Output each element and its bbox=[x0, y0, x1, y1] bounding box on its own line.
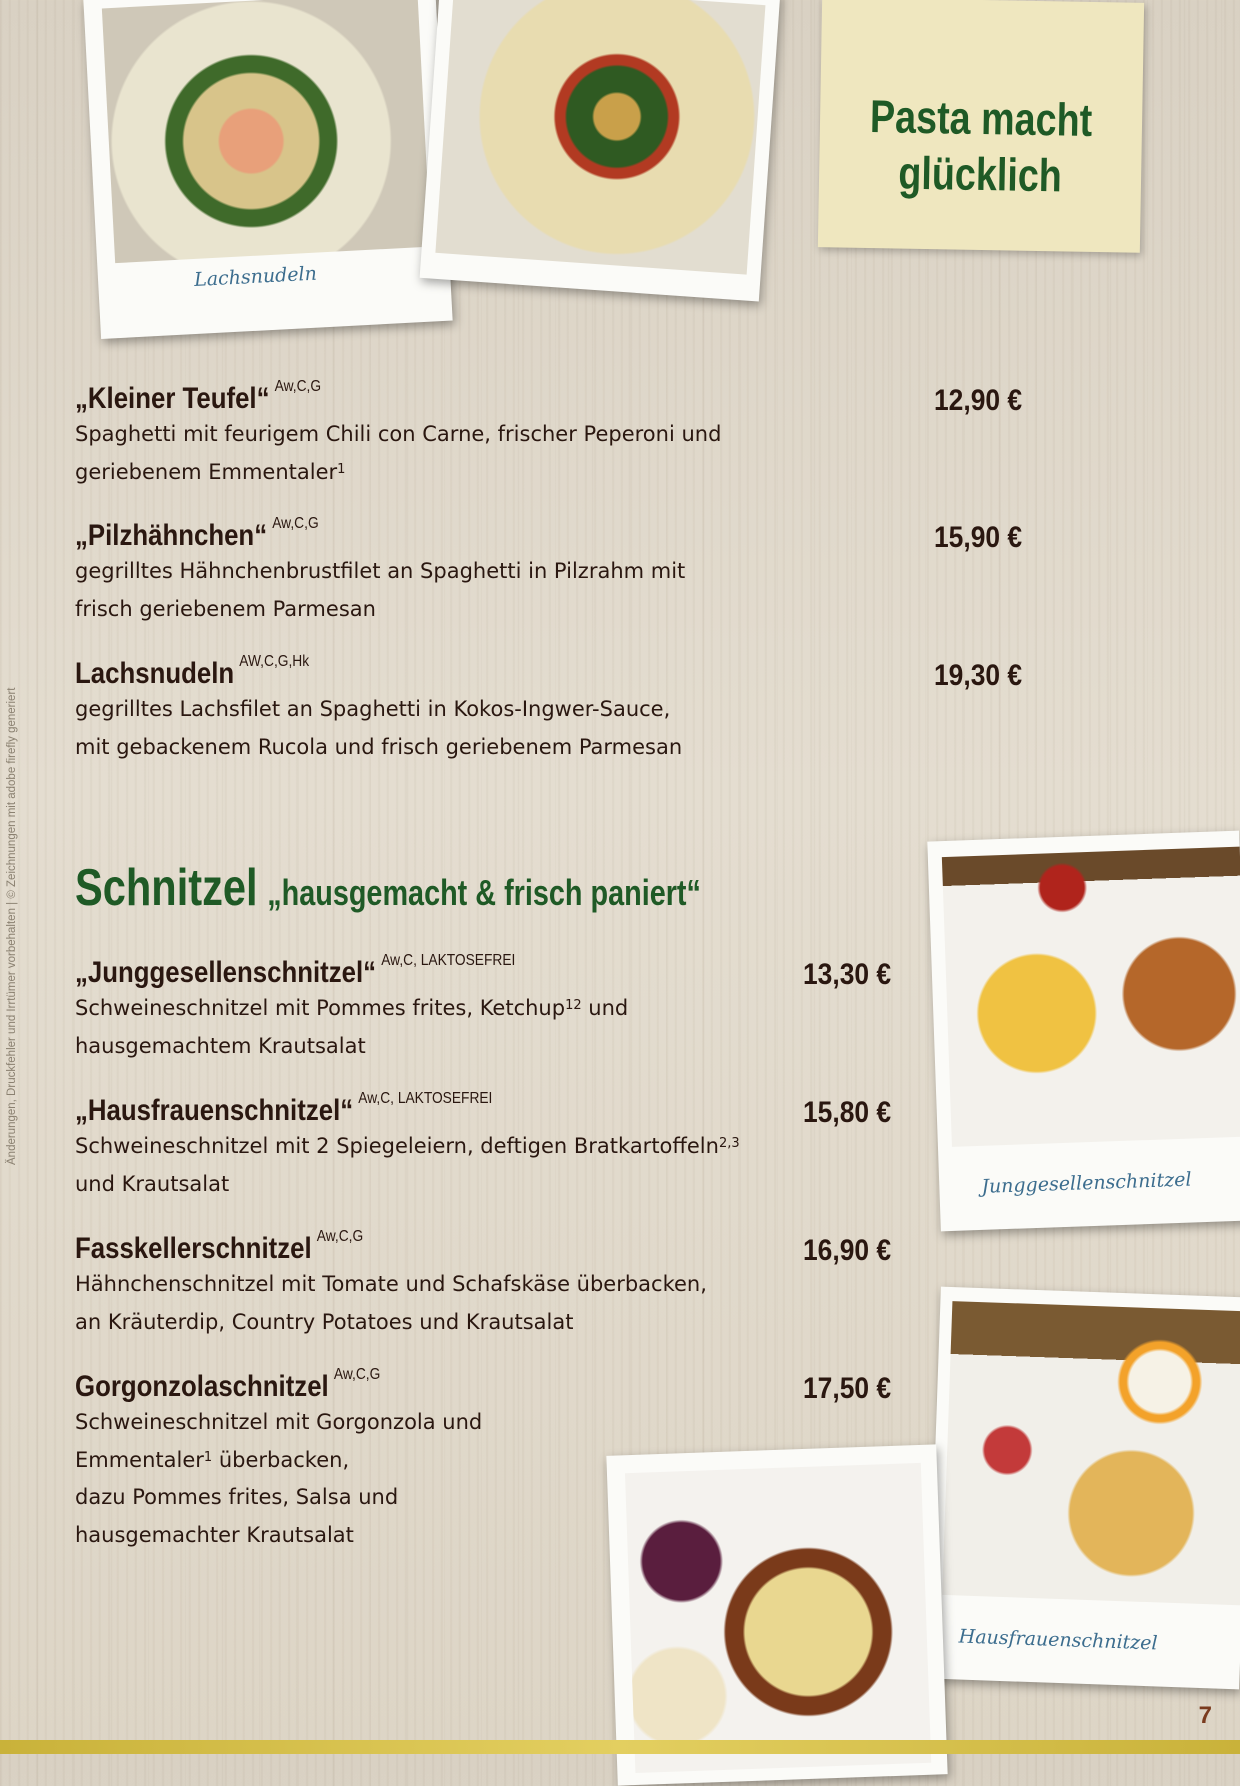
menu-item bbox=[75, 515, 686, 628]
item-description: Spaghetti mit feurigem Chili con Carne, frischer Peperoni und geriebenem Emmentaler$^1$ bbox=[75, 422, 722, 484]
footer-bar bbox=[0, 1740, 1240, 1754]
item-name: Fasskellerschnitzel $^{Aw,C,G}$ bbox=[75, 1228, 364, 1265]
item-price: 12,90 € bbox=[934, 384, 1023, 417]
food-image-schnitzel-fries bbox=[942, 847, 1240, 1147]
menu-item bbox=[75, 1228, 707, 1341]
photo-junggesellenschnitzel bbox=[927, 831, 1240, 1232]
disclaimer-note: Änderungen, Druckfehler und Irrtümer vorbehalten | © Zeichnungen mit adobe firefly generiert bbox=[6, 687, 18, 1165]
food-image-pasta-salmon bbox=[102, 0, 431, 263]
item-description: Schweineschnitzel mit Gorgonzola und Emmentaler$^1$ überbacken, dazu Pommes frites, Salsa und hausgemachter Krautsalat bbox=[75, 1410, 483, 1547]
photo-caption: Junggesellenschnitzel bbox=[980, 1168, 1192, 1198]
item-name: „Junggesellenschnitzel“ $^{Aw,C, LAKTOSEFREI}$ bbox=[75, 952, 516, 989]
item-description: Schweineschnitzel mit 2 Spiegeleiern, deftigen Bratkartoffeln$^{2,3}$ und Krautsalat bbox=[75, 1134, 740, 1196]
item-name: „Pilzhähnchen“ $^{Aw,C,G}$ bbox=[75, 515, 319, 552]
section-title-pasta: Pasta macht glücklich bbox=[869, 90, 1093, 202]
item-name: „Hausfrauenschnitzel“ $^{Aw,C, LAKTOSEFREI}$ bbox=[75, 1090, 493, 1127]
menu-item bbox=[75, 653, 683, 766]
photo-caption: Lachsnudeln bbox=[193, 262, 318, 292]
item-price: 13,30 € bbox=[803, 958, 892, 991]
food-image-schnitzel-cheese bbox=[625, 1463, 931, 1773]
item-description: Hähnchenschnitzel mit Tomate und Schafskäse überbacken, an Kräuterdip, Country Potatoes und Krautsalat bbox=[75, 1272, 707, 1334]
photo-caption: Hausfrauenschnitzel bbox=[958, 1625, 1158, 1655]
item-description: gegrilltes Lachsfilet an Spaghetti in Kokos-Ingwer-Sauce, mit gebackenem Rucola und frisch geriebenem Parmesan bbox=[75, 697, 683, 759]
item-name: Gorgonzolaschnitzel $^{Aw,C,G}$ bbox=[75, 1366, 381, 1403]
menu-item bbox=[75, 1090, 740, 1203]
item-description: gegrilltes Hähnchenbrustfilet an Spaghetti in Pilzrahm mit frisch geriebenem Parmesan bbox=[75, 559, 686, 621]
item-name: Lachsnudeln $^{AW,C,G,Hk}$ bbox=[75, 653, 310, 690]
item-price: 17,50 € bbox=[803, 1372, 892, 1405]
menu-item bbox=[75, 378, 722, 491]
item-price: 16,90 € bbox=[803, 1234, 892, 1267]
photo-hausfrauenschnitzel bbox=[927, 1287, 1240, 1690]
section-note bbox=[818, 0, 1144, 253]
photo-gorgonzolaschnitzel bbox=[606, 1444, 947, 1785]
menu-item bbox=[75, 952, 629, 1065]
item-name: „Kleiner Teufel“ $^{Aw,C,G}$ bbox=[75, 378, 322, 415]
page-number: 7 bbox=[1198, 1702, 1212, 1729]
item-description: Schweineschnitzel mit Pommes frites, Ketchup$^{12}$ und hausgemachtem Krautsalat bbox=[75, 996, 629, 1058]
photo-pasta-dish bbox=[420, 0, 781, 301]
food-image-pasta-vegetables bbox=[435, 0, 765, 275]
photo-lachsnudeln bbox=[83, 0, 452, 339]
section-title-schnitzel: Schnitzel „hausgemacht & frisch paniert“ bbox=[75, 859, 701, 917]
menu-item bbox=[75, 1366, 483, 1554]
item-price: 15,80 € bbox=[803, 1096, 892, 1129]
item-price: 15,90 € bbox=[934, 521, 1023, 554]
item-price: 19,30 € bbox=[934, 659, 1023, 692]
food-image-schnitzel-eggs bbox=[942, 1301, 1240, 1605]
